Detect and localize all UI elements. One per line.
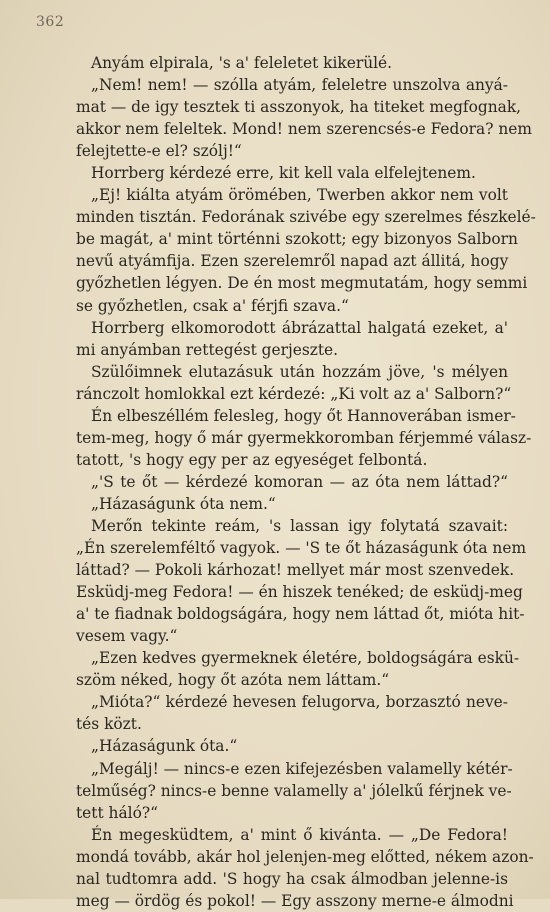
text-line: „Nem! nem! — szólla atyám, feleletre unszolva anyá-: [91, 76, 508, 95]
text-line: meg — ördög és pokol! — Egy asszony merne-e álmodni: [76, 891, 514, 910]
text-line: telműség? nincs-e benne valamelly a' jólelkű férjnek ve-: [76, 781, 512, 800]
text-line: minden tisztán. Fedorának szivébe egy szerelmes fészkelé-: [76, 208, 536, 227]
text-line: „Házaságunk óta.“: [91, 737, 238, 756]
page-number: 362: [36, 14, 65, 30]
text-line: „Ezen kedves gyermeknek életére, boldogságára eskü-: [91, 649, 520, 668]
text-line: Horrberg kérdezé erre, kit kell vala elfelejtenem.: [91, 164, 476, 183]
text-line: mat — de igy tesztek ti asszonyok, ha titeket megfognak,: [76, 98, 522, 117]
text-line: „Megálj! — nincs-e ezen kifejezésben valamelly kétér-: [91, 759, 513, 778]
text-line: tatott, 's hogy egy per az egyeséget felbontá.: [76, 450, 428, 469]
body-text: [76, 52, 536, 912]
text-line: mi anyámban rettegést gerjeszte.: [76, 340, 339, 359]
text-line: Én elbeszéllém felesleg, hogy őt Hannoverában ismer-: [91, 406, 516, 425]
text-line: tem-meg, hogy ő már gyermekkoromban férjemmé válasz-: [76, 428, 532, 447]
text-line: vesem vagy.“: [76, 627, 178, 646]
text-line: a' te fiadnak boldogságára, hogy nem láttad őt, mióta hit-: [76, 605, 525, 624]
text-line: Merőn tekinte reám, 's lassan igy folytatá szavait:: [91, 516, 508, 535]
text-line: győzhetlen légyen. De én most megmutatám, hogy semmi: [76, 274, 528, 293]
text-line: „Házaságunk óta nem.“: [91, 494, 276, 513]
text-line: „Mióta?“ kérdezé hevesen felugorva, borzasztó neve-: [91, 693, 508, 712]
text-line: Horrberg elkomorodott ábrázattal halgatá ezeket, a': [91, 318, 508, 337]
text-line: mondá tovább, akár hol jelenjen-meg előtted, nékem azon-: [76, 847, 534, 866]
text-line: „Én szerelemféltő vagyok. — 'S te őt házaságunk óta nem: [76, 539, 527, 558]
text-line: akkor nem feleltek. Mond! nem szerencsés-e Fedora? nem: [76, 120, 532, 139]
text-line: tett háló?“: [76, 803, 158, 822]
text-line: ránczolt homlokkal ezt kérdezé: „Ki volt az a' Salborn?“: [76, 384, 512, 403]
text-line: felejtette-e el? szólj!“: [76, 142, 242, 161]
text-line: „'S te őt — kérdezé komoran — az óta nem láttad?“: [91, 472, 508, 491]
text-line: szöm néked, hogy őt azóta nem láttam.“: [76, 671, 390, 690]
text-line: se győzhetlen, csak a' férjfi szava.“: [76, 296, 349, 315]
text-line: „Ej! kiálta atyám örömében, Twerben akkor nem volt: [91, 186, 508, 205]
text-line: Szülőimnek elutazásuk után hozzám jöve, 's mélyen: [91, 362, 508, 381]
text-line: láttad? — Pokoli kárhozat! mellyet már most szenvedek.: [76, 561, 515, 580]
text-line: Esküdj-meg Fedora! — én hiszek tenéked; de esküdj-meg: [76, 583, 523, 602]
text-line: nevű atyámfija. Ezen szerelemről napad azt állitá, hogy: [76, 252, 509, 271]
text-line: tés közt.: [76, 715, 142, 734]
text-line: Én megesküdtem, a' mint ő kivánta. — „De Fedora!: [91, 825, 508, 844]
text-line: be magát, a' mint történni szokott; egy bizonyos Salborn: [76, 230, 518, 249]
text-line: Anyám elpirala, 's a' feleletet kikerülé.: [91, 54, 393, 72]
text-line: nal tudtomra add. 'S hogy ha csak álmodban jelenne-is: [76, 869, 508, 888]
